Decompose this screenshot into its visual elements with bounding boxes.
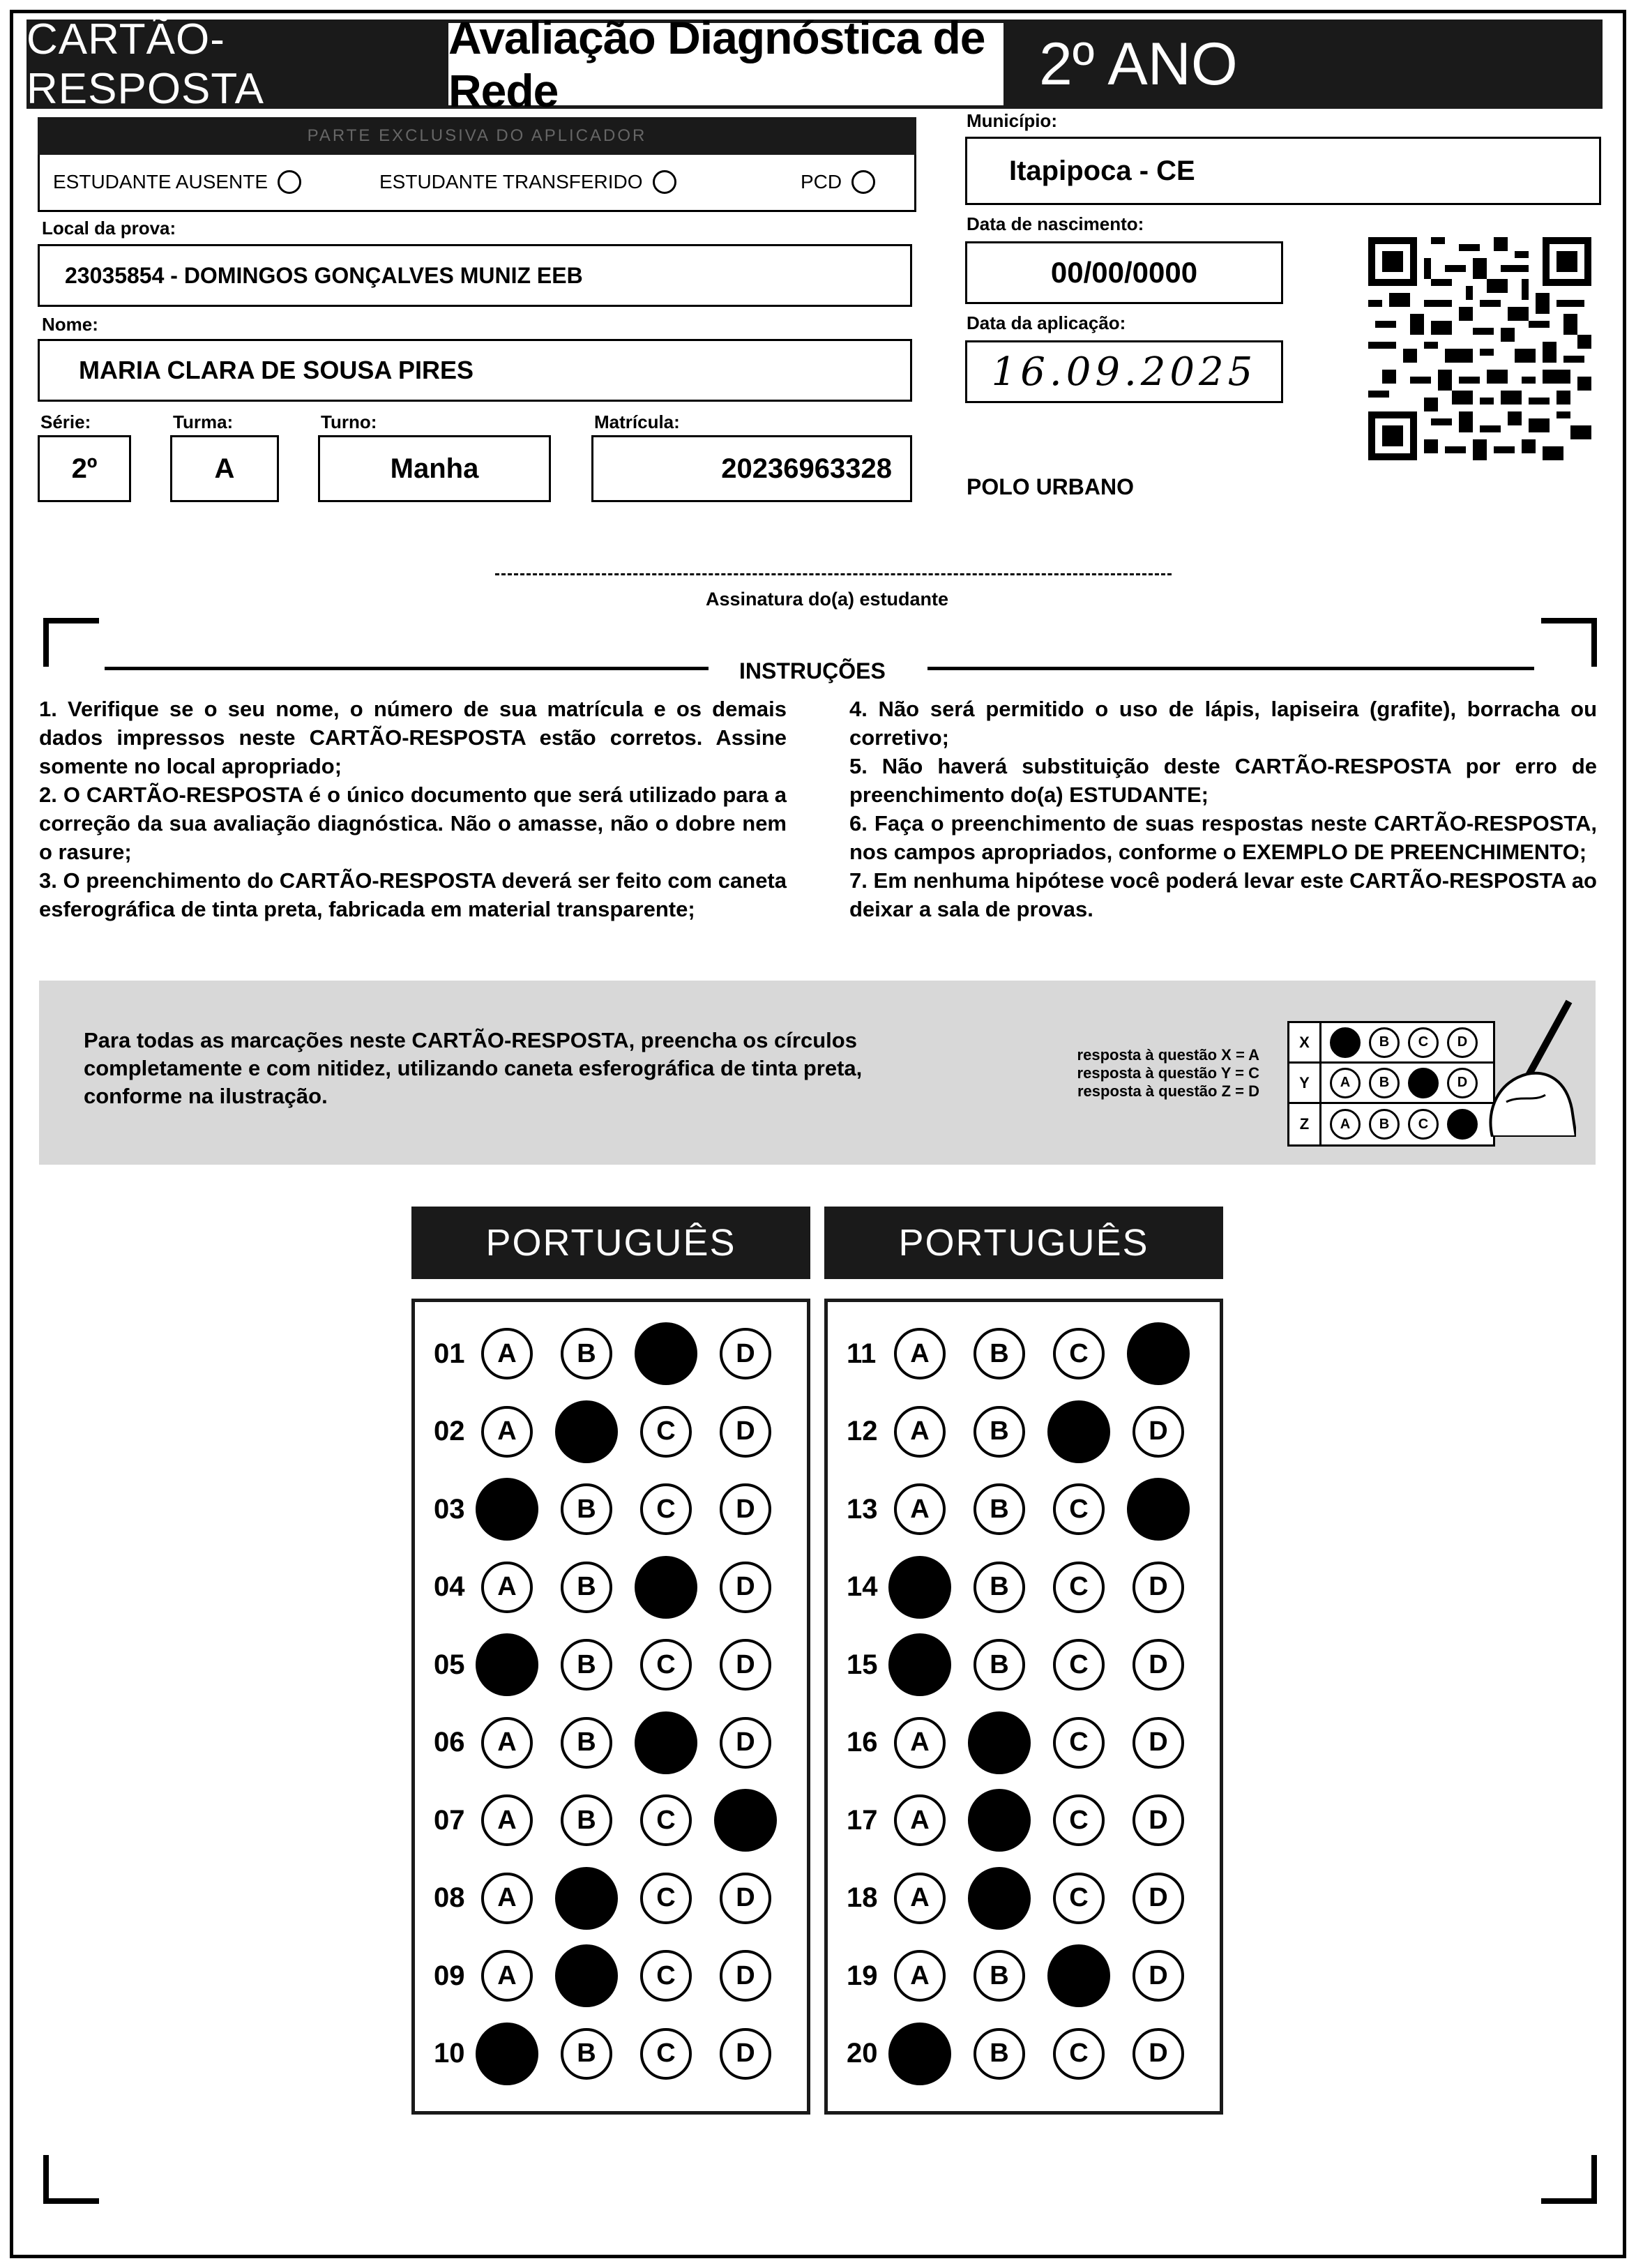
applicator-bar: PARTE EXCLUSIVA DO APLICADOR [38, 117, 916, 155]
answer-bubble-d[interactable]: D [1133, 1639, 1184, 1691]
question-number: 07 [434, 1804, 465, 1836]
turma-value: A [214, 453, 235, 484]
instruction-4: 4. Não será permitido o uso de lápis, lapiseira (grafite), borracha ou corretivo; [849, 697, 1597, 750]
example-bubble: B [1369, 1109, 1400, 1140]
answer-row [434, 1328, 771, 1379]
aplicacao-label: Data da aplicação: [967, 312, 1126, 333]
question-number: 03 [434, 1493, 465, 1525]
answer-bubble-c[interactable]: C [640, 1406, 692, 1458]
answer-bubble-b[interactable]: B [974, 1328, 1025, 1379]
answer-bubble-a[interactable]: A [894, 1873, 946, 1924]
answer-bubble-a[interactable]: A [894, 1950, 946, 2002]
question-number: 12 [847, 1416, 878, 1446]
aplicacao-field[interactable] [965, 340, 1283, 403]
answer-bubble-d[interactable]: D [720, 1873, 771, 1924]
answer-row [847, 1794, 1184, 1846]
answer-bubble-d[interactable]: D [1133, 1406, 1184, 1458]
example-bubble [1408, 1068, 1439, 1098]
answer-bubble-b[interactable]: B [561, 1562, 612, 1613]
transferred-circle[interactable] [653, 170, 676, 194]
exam-title: Avaliação Diagnóstica de Rede [445, 20, 1007, 109]
answer-bubble-c[interactable]: C [640, 1639, 692, 1691]
answer-row [847, 1717, 1184, 1769]
instructions-right [849, 695, 1597, 923]
example-bubble: A [1330, 1068, 1361, 1098]
answer-row [847, 1328, 1184, 1379]
example-bubble [1330, 1027, 1361, 1058]
corner-mark-top-right [1541, 618, 1597, 667]
answer-bubble-b[interactable] [555, 1867, 618, 1930]
example-bubble: D [1447, 1027, 1478, 1058]
example-question-label: Y [1289, 1064, 1321, 1102]
answer-bubble-c[interactable]: C [640, 1950, 692, 2002]
example-bubble: A [1330, 1109, 1361, 1140]
answer-bubble-d[interactable]: D [1133, 1562, 1184, 1613]
hand-pen-icon [1478, 997, 1576, 1137]
matricula-value: 20236963328 [721, 453, 892, 484]
transferred-label: ESTUDANTE TRANSFERIDO [379, 171, 643, 192]
answer-bubble-c[interactable] [1047, 1944, 1110, 2007]
nascimento-label: Data de nascimento: [967, 213, 1144, 234]
question-number: 01 [434, 1338, 465, 1369]
answer-bubble-c[interactable]: C [640, 1483, 692, 1535]
example-bubble: B [1369, 1068, 1400, 1098]
local-field [38, 244, 912, 307]
question-number: 04 [434, 1571, 465, 1602]
answer-bubble-b[interactable]: B [561, 2028, 612, 2080]
signature-line[interactable] [495, 573, 1172, 575]
answer-bubble-a[interactable] [476, 1633, 538, 1696]
question-number: 14 [847, 1571, 878, 1602]
answer-bubble-b[interactable]: B [561, 1483, 612, 1535]
answer-bubble-b[interactable]: B [561, 1717, 612, 1769]
answer-bubble-c[interactable] [635, 1711, 697, 1774]
answer-bubble-a[interactable]: A [481, 1873, 533, 1924]
answer-bubble-c[interactable]: C [1053, 1483, 1105, 1535]
answer-row [847, 1873, 1184, 1924]
answer-row [434, 1873, 771, 1924]
local-value: 23035854 - DOMINGOS GONÇALVES MUNIZ EEB [65, 262, 583, 288]
answer-bubble-c[interactable]: C [1053, 1717, 1105, 1769]
instruction-1: 1. Verifique se o seu nome, o número de sua matrícula e os demais dados impressos neste CARTÃO-RESPOSTA estão corretos. Assine somente no local apropriado; [39, 697, 787, 778]
answer-bubble-c[interactable] [635, 1556, 697, 1619]
nascimento-value: 00/00/0000 [1050, 256, 1198, 289]
turno-value: Manha [390, 453, 479, 484]
answer-bubble-d[interactable]: D [1133, 1717, 1184, 1769]
answer-row [434, 1639, 771, 1691]
question-number: 20 [847, 2038, 878, 2069]
instructions-left [39, 695, 787, 923]
answer-row [434, 1562, 771, 1613]
turma-field [170, 435, 279, 502]
answer-bubble-b[interactable]: B [561, 1794, 612, 1846]
answer-bubble-c[interactable]: C [1053, 1794, 1105, 1846]
answer-bubble-d[interactable]: D [720, 1950, 771, 2002]
municipio-field [965, 137, 1601, 205]
question-number: 02 [434, 1416, 465, 1446]
answer-bubble-d[interactable]: D [1133, 2028, 1184, 2080]
question-number: 17 [847, 1804, 878, 1836]
answer-bubble-c[interactable]: C [1053, 1562, 1105, 1613]
answer-bubble-c[interactable]: C [1053, 1873, 1105, 1924]
question-number: 08 [434, 1882, 465, 1913]
answer-bubble-b[interactable]: B [974, 1950, 1025, 2002]
answer-row [434, 2028, 771, 2080]
answer-bubble-a[interactable] [888, 1556, 951, 1619]
nome-label: Nome: [42, 314, 98, 335]
question-number: 16 [847, 1727, 878, 1757]
example-legend-x: resposta à questão X = A [1077, 1046, 1259, 1064]
signature-label: Assinatura do(a) estudante [706, 589, 949, 610]
answer-row [847, 1639, 1184, 1691]
answer-bubble-d[interactable] [1127, 1478, 1190, 1541]
answer-bubble-b[interactable] [968, 1867, 1031, 1930]
example-question-label: Z [1289, 1104, 1321, 1144]
example-grid [1287, 1021, 1495, 1147]
answer-bubble-c[interactable]: C [1053, 1328, 1105, 1379]
example-legend-y: resposta à questão Y = C [1077, 1064, 1259, 1082]
answer-bubble-b[interactable] [968, 1789, 1031, 1852]
nome-field [38, 339, 912, 402]
answer-bubble-a[interactable]: A [481, 1328, 533, 1379]
example-row [1289, 1023, 1493, 1064]
pcd-label: PCD [801, 171, 842, 192]
example-legend-z: resposta à questão Z = D [1077, 1082, 1259, 1100]
answer-bubble-d[interactable] [714, 1789, 777, 1852]
answer-bubble-d[interactable]: D [1133, 1950, 1184, 2002]
local-label: Local da prova: [42, 218, 176, 239]
example-bubble: D [1447, 1068, 1478, 1098]
instructions-title: INSTRUÇÕES [739, 658, 886, 683]
example-bubble: C [1408, 1109, 1439, 1140]
answer-row [434, 1794, 771, 1846]
instructions-divider-right [927, 667, 1534, 670]
answer-row [847, 1950, 1184, 2002]
question-number: 11 [847, 1338, 877, 1369]
serie-field [38, 435, 131, 502]
answer-bubble-d[interactable]: D [1133, 1873, 1184, 1924]
answer-bubble-b[interactable] [968, 1711, 1031, 1774]
pcd-circle[interactable] [851, 170, 875, 194]
answer-bubble-b[interactable]: B [974, 1406, 1025, 1458]
answer-bubble-b[interactable]: B [561, 1328, 612, 1379]
answer-bubble-a[interactable] [888, 1633, 951, 1696]
answer-bubble-a[interactable] [476, 1478, 538, 1541]
answer-bubble-d[interactable]: D [720, 1406, 771, 1458]
card-title: CARTÃO-RESPOSTA [26, 20, 445, 109]
serie-value: 2º [71, 453, 98, 484]
answer-bubble-c[interactable]: C [640, 1873, 692, 1924]
aplicacao-value: 16.09.2025 [991, 349, 1257, 395]
question-number: 19 [847, 1960, 878, 1991]
polo-label: POLO URBANO [967, 474, 1134, 499]
answer-row [847, 1483, 1184, 1535]
grade-title: 2º ANO [1007, 20, 1603, 109]
answer-bubble-c[interactable]: C [640, 1794, 692, 1846]
answer-row [847, 1406, 1184, 1458]
answer-bubble-a[interactable]: A [481, 1717, 533, 1769]
qr-code [1368, 237, 1591, 460]
example-legend [1029, 1046, 1259, 1101]
serie-label: Série: [40, 411, 91, 432]
corner-mark-bottom-left [43, 2155, 99, 2204]
answer-bubble-a[interactable]: A [481, 1950, 533, 2002]
instruction-5: 5. Não haverá substituição deste CARTÃO-RESPOSTA por erro de preenchimento do(a) ESTUDANTE; [849, 754, 1597, 807]
answer-bubble-a[interactable]: A [894, 1717, 946, 1769]
answer-bubble-d[interactable]: D [720, 1562, 771, 1613]
question-number: 06 [434, 1727, 465, 1757]
corner-mark-top-left [43, 618, 99, 667]
turma-label: Turma: [173, 411, 234, 432]
corner-mark-bottom-right [1541, 2155, 1597, 2204]
question-number: 18 [847, 1882, 878, 1913]
pcd-option[interactable] [801, 170, 875, 194]
matricula-label: Matrícula: [594, 411, 680, 432]
answer-bubble-d[interactable]: D [720, 1717, 771, 1769]
answer-bubble-d[interactable]: D [720, 1639, 771, 1691]
answer-row [434, 1406, 771, 1458]
answer-row [847, 1562, 1184, 1613]
answer-row [434, 1483, 771, 1535]
answer-bubble-b[interactable]: B [974, 1639, 1025, 1691]
instruction-7: 7. Em nenhuma hipótese você poderá levar este CARTÃO-RESPOSTA ao deixar a sala de provas. [849, 868, 1597, 921]
answer-bubble-a[interactable]: A [894, 1794, 946, 1846]
example-question-label: X [1289, 1023, 1321, 1061]
question-number: 13 [847, 1493, 878, 1525]
answer-bubble-b[interactable] [555, 1944, 618, 2007]
answer-bubble-c[interactable] [1047, 1400, 1110, 1463]
example-row [1289, 1104, 1493, 1144]
answer-bubble-c[interactable]: C [640, 2028, 692, 2080]
answer-bubble-c[interactable] [635, 1322, 697, 1385]
turno-label: Turno: [321, 411, 377, 432]
answer-bubble-d[interactable]: D [1133, 1794, 1184, 1846]
answer-row [434, 1717, 771, 1769]
answer-bubble-a[interactable] [888, 2023, 951, 2085]
answer-bubble-a[interactable]: A [894, 1483, 946, 1535]
turno-field [318, 435, 551, 502]
answer-bubble-a[interactable]: A [894, 1328, 946, 1379]
answer-bubble-a[interactable] [476, 2023, 538, 2085]
example-row [1289, 1064, 1493, 1104]
absent-option[interactable] [53, 170, 301, 194]
answer-bubble-c[interactable]: C [1053, 1639, 1105, 1691]
question-number: 05 [434, 1649, 465, 1680]
answer-bubble-b[interactable]: B [974, 1562, 1025, 1613]
instructions-divider-left [105, 667, 709, 670]
example-text: Para todas as marcações neste CARTÃO-RESPOSTA, preencha os círculos completamente e com nitidez, utilizando caneta esferográfica de tinta preta, conforme na ilustração. [84, 1028, 863, 1108]
instruction-3: 3. O preenchimento do CARTÃO-RESPOSTA deverá ser feito com caneta esferográfica de tinta preta, fabricada em material transparente; [39, 868, 787, 921]
answer-bubble-d[interactable]: D [720, 2028, 771, 2080]
answer-bubble-b[interactable] [555, 1400, 618, 1463]
instruction-2: 2. O CARTÃO-RESPOSTA é o único documento que será utilizado para a correção da sua avaliação diagnóstica. Não o amasse, não o dobre nem o rasure; [39, 783, 787, 864]
answer-bubble-d[interactable]: D [720, 1328, 771, 1379]
answer-bubble-b[interactable]: B [561, 1639, 612, 1691]
absent-label: ESTUDANTE AUSENTE [53, 171, 268, 192]
nascimento-field [965, 241, 1283, 304]
question-number: 10 [434, 2038, 465, 2069]
answer-bubble-a[interactable]: A [481, 1562, 533, 1613]
example-bubble: C [1408, 1027, 1439, 1058]
answer-bubble-b[interactable]: B [974, 2028, 1025, 2080]
answer-bubble-d[interactable] [1127, 1322, 1190, 1385]
question-number: 09 [434, 1960, 465, 1991]
absent-circle[interactable] [278, 170, 301, 194]
answer-row [847, 2028, 1184, 2080]
section-header: PORTUGUÊS [411, 1207, 810, 1279]
answer-bubble-d[interactable]: D [720, 1483, 771, 1535]
answer-bubble-a[interactable]: A [481, 1406, 533, 1458]
transferred-option[interactable] [379, 170, 676, 194]
example-bubble: B [1369, 1027, 1400, 1058]
matricula-field [591, 435, 912, 502]
example-bubble [1447, 1109, 1478, 1140]
nome-value: MARIA CLARA DE SOUSA PIRES [79, 356, 474, 384]
answer-bubble-c[interactable]: C [1053, 2028, 1105, 2080]
section-header: PORTUGUÊS [824, 1207, 1223, 1279]
answer-row [434, 1950, 771, 2002]
question-number: 15 [847, 1649, 878, 1680]
municipio-value: Itapipoca - CE [1009, 155, 1195, 186]
answer-bubble-b[interactable]: B [974, 1483, 1025, 1535]
answer-bubble-a[interactable]: A [481, 1794, 533, 1846]
instruction-6: 6. Faça o preenchimento de suas respostas neste CARTÃO-RESPOSTA, nos campos apropriados, conforme o EXEMPLO DE PREENCHIMENTO; [849, 811, 1597, 864]
municipio-label: Município: [967, 110, 1057, 131]
answer-bubble-a[interactable]: A [894, 1406, 946, 1458]
